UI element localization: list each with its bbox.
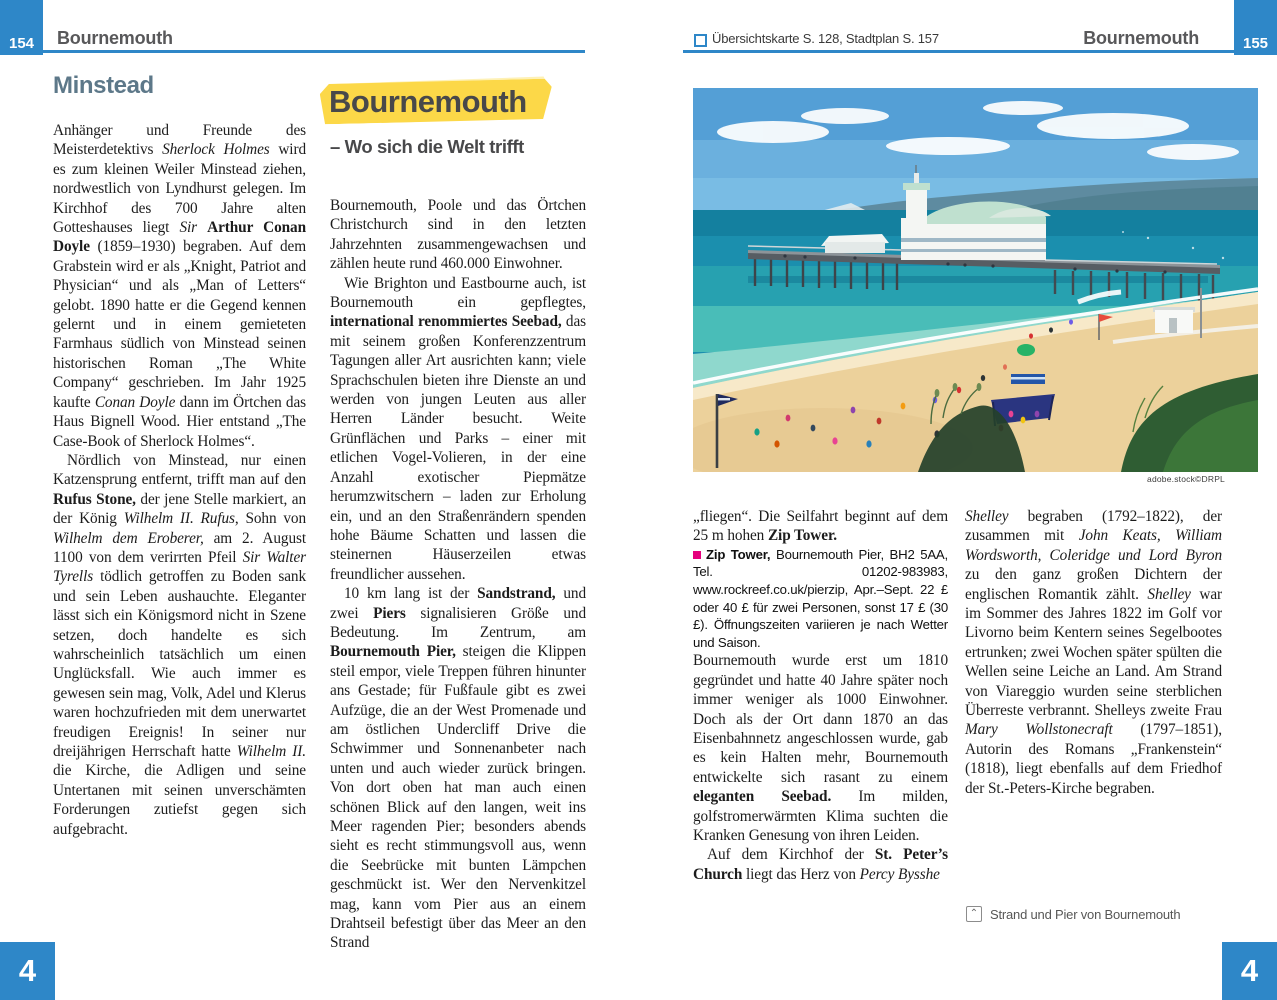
paragraph: Bournemouth wurde erst um 1810 gegründet und hatte 40 Jahre später noch immer weniger als 1000 Einwohner. Doch als der Ort dann 1870 an das Eisenbahnnetz angeschlossen wurde, gab es kein Halten mehr, Bournemouth entwickelte sich rasant zu einem eleganten Seebad. Im milden, golfstromerwärmten Klima suchten die Kranken Genesung von ihren Leiden. [693, 652, 948, 845]
paragraph: 10 km lang ist der Sandstrand, und zwei Piers signalisieren Größe und Bedeutung. Im Zentrum, am Bournemouth Pier, steigen die Klippen steil empor, viele Treppen führen hinunter ans Gestade; für Fußfaule gibt es zwei Aufzüge, die an der West Promenade und am östlichen Undercliff Drive die Schwimmer und Sonnenanbeter nach unten und auch wieder zurück bringen. Von dort oben hat man auch einen schönen Blick auf den langen, weit ins Meer ragenden Pier; besonders abends sieht es recht stimmungsvoll aus, wenn die Seebrücke mit bunten Lämpchen geschmückt ist. Wer den Nervenkitzel mag, kann vom Pier aus an einem Drahtseil befestigt über das Meer an den Strand [330, 585, 587, 952]
chapter-subtitle: – Wo sich die Welt trifft [330, 136, 524, 157]
photo-credit: adobe.stock©DRPL [1147, 474, 1225, 484]
header-rule-right [683, 50, 1234, 53]
page-number-tab-left [0, 0, 43, 55]
page-number: 154 [8, 35, 35, 52]
photo-caption [966, 906, 1180, 922]
column-right-2 [965, 507, 1222, 798]
info-block [693, 546, 948, 652]
column-minstead [53, 121, 306, 839]
paragraph: „fliegen“. Die Seilfahrt beginnt auf dem 25 m hohen Zip Tower. [693, 508, 948, 545]
paragraph: Wie Brighton und Eastbourne auch, ist Bournemouth ein gepflegtes, international renommiertes Seebad, das mit seinem großen Konferenzzentrum Tagungen aller Art ausrichten kann; viele Sprachschulen bieten ihre Dienste an und werden von jungen Leuten aus aller Herren Länder besucht. Weite Grünflächen und Parks – einer mit etlichen Vogel-Volieren, in der eine Anzahl exotischer Piepmätze herumzwitschern – laden zur Erholung ein, und an den Straßenrändern spenden hohe Bäume Schatten und lassen die steinernen Häuserzeilen etwas freundlicher aussehen. [330, 274, 586, 583]
chapter-tab-right [1222, 942, 1277, 1000]
page-number: 155 [1242, 35, 1269, 52]
chapter-number: 4 [1240, 953, 1259, 988]
column-bournemouth-intro [330, 196, 586, 953]
paragraph: Bournemouth, Poole und das Örtchen Christchurch sind in den letzten Jahrzehnten zusammengewachsen und zählen heute rund 460.000 Einwohner. [330, 197, 586, 273]
beach-photo [693, 88, 1258, 472]
beach-photo-illustration [693, 88, 1258, 472]
paragraph: Nördlich von Minstead, nur einen Katzensprung entfernt, trifft man auf den Rufus Stone, der jene Stelle markiert, an der König Wilhelm II. Rufus, Sohn von Wilhelm dem Eroberer, am 2. August 1100 von dem verirrten Pfeil Sir Walter Tyrells tödlich getroffen zu Boden sank und sein Leben aushauchte. Eleganter lässt sich ein Königsmord nicht in Szene setzen, doch handelte es sich wahrscheinlich tatsächlich um einen Unglücksfall. Wie auch immer es gewesen sein mag, Volk, Adel und Klerus waren hochzufrieden mit dem unerwartet freudigen Ereignis! In seiner nur dreijährigen Herrschaft hatte Wilhelm II. die Kirche, die Adligen und seine Untertanen mit seinen unverschämten Forderungen zutiefst gegen sich aufgebracht. [53, 451, 307, 838]
photo-above-icon: ⌃ [966, 906, 982, 922]
photo-caption-text: Strand und Pier von Bournemouth [990, 907, 1181, 922]
map-reference-text: Übersichtskarte S. 128, Stadtplan S. 157 [712, 31, 939, 46]
page-number-tab-right [1234, 0, 1277, 55]
map-reference-icon [694, 34, 707, 47]
chapter-title: Bournemouth [329, 84, 527, 119]
info-text: Zip Tower, Bournemouth Pier, BH2 5AA, Tel. 01202-983983, www.rockreef.co.uk/pierzip, Apr.–Sept. 22 £ oder 40 £ für zwei Personen, sonst 17 £ (30 £). Öffnungszeiten variieren je nach Wetter und Saison. [693, 546, 948, 650]
running-header-right: Bournemouth [1083, 28, 1199, 48]
chapter-title-block [320, 79, 552, 124]
paragraph: Anhänger und Freunde des Meisterdetektivs Sherlock Holmes wird es zum kleinen Weiler Minstead ziehen, nordwestlich von Lyndhurst gelegen. Im Kirchhof des 700 Jahre alten Gotteshauses liegt Sir Arthur Conan Doyle (1859–1930) begraben. Auf dem Grabstein wird er als „Knight, Patriot and Physician“ und als „Man of Letters“ gelobt. 1890 hatte er die Gegend kennen gelernt und in einem gemieteten Farmhaus südlich von Minstead seinen historischen Roman „The White Company“ geschrieben. Im Jahr 1925 kaufte Conan Doyle dann im Örtchen das Haus Bignell Wood. Hier entstand „The Case-Book of Sherlock Holmes“. [53, 122, 306, 450]
paragraph: Auf dem Kirchhof der St. Peter’s Church liegt das Herz von Percy Bysshe [693, 846, 948, 883]
column-right-1 [693, 507, 948, 884]
paragraph: Shelley begraben (1792–1822), der zusammen mit John Keats, William Wordsworth, Coleridge und Lord Byron zu den ganz großen Dichtern der englischen Romantik zählt. Shelley war im Sommer des Jahres 1822 im Golf vor Livorno beim Kentern seines Segelbootes ertrunken; zwei Wochen später spülten die Wellen seine Leiche an Land. Am Strand von Viareggio wurden seine sterblichen Überreste verbrannt. Shelleys zweite Frau Mary Wollstonecraft (1797–1851), Autorin des Romans „Frankenstein“ (1818), liegt ebenfalls auf dem Friedhof der St.-Peters-Kirche begraben. [965, 508, 1223, 797]
header-rule-left [43, 50, 585, 53]
running-header-left: Bournemouth [57, 28, 173, 48]
chapter-tab-left [0, 942, 55, 1000]
section-heading-minstead: Minstead [53, 72, 154, 99]
info-bullet-icon [693, 551, 701, 559]
chapter-number: 4 [18, 953, 37, 988]
